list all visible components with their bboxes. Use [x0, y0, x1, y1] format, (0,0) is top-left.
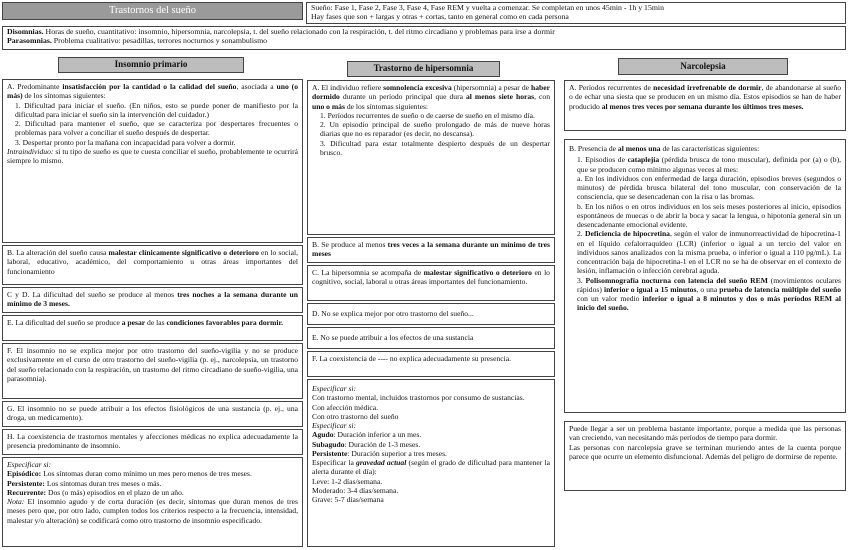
- hiper-grav-pre: Especificar la: [312, 458, 357, 467]
- hipersomnia-criterion-e: [307, 327, 555, 349]
- insomnio-cd-bold: tres noches a la semana durante un mínimo de 3 meses.: [7, 290, 298, 309]
- insomnio-spec-recurrente: [7, 488, 298, 497]
- narco-b3-bold3: prueba de latencia múltiple del sueño: [719, 284, 841, 294]
- parasomnias-label: Parasomnias.: [7, 35, 52, 45]
- narco-b-pre: B. Presencia de: [569, 144, 618, 153]
- hipersomnia-criterion-b: [307, 237, 555, 263]
- insomnio-criterion-cd: [2, 287, 303, 313]
- hiper-spec-title-text: Especificar si:: [312, 384, 357, 393]
- hiper-a-post: de los síntomas siguientes:: [344, 101, 429, 111]
- insomnio-spec1-text: Los síntomas duran como mínimo un mes pero menos de tres meses.: [41, 469, 252, 479]
- hipersomnia-criterion-d: [307, 303, 555, 325]
- narco-b1b: b. En los niños o en otros individuos en los seis meses posteriores al inicio, episodios espontáneos de muecas o de abrir la boca y sacar la lengua, o hipotonía general sin un desencadenante emocional evidente.: [577, 201, 841, 229]
- narcolepsia-notes: [564, 421, 846, 491]
- hiper-spec-c: Con otro trastorno del sueño: [312, 411, 399, 421]
- hiper-spec-a: Con trastorno mental, incluidos trastornos por consumo de sustancias.: [312, 393, 525, 403]
- hipersomnia-a-symptom-2: 2. Un episodio principal de sueño prolongado de más de nueve horas diarias que no es reparador (es decir, no descansa).: [320, 120, 550, 139]
- hiper-spec-b: Con afección médica.: [312, 402, 378, 412]
- hiper-b-pre: B. Se produce al menos: [312, 240, 388, 249]
- insomnio-header: [58, 57, 244, 73]
- hipersomnia-a-symptom-3: 3. Dificultad para estar totalmente despierto después de un despertar brusco.: [320, 138, 550, 157]
- insomnio-e-mid: de las: [145, 318, 167, 327]
- narcolepsia-header: [618, 58, 788, 75]
- hiper-spec2-title-text: Especificar si:: [312, 421, 357, 430]
- hipersomnia-a-symptom-1: 1. Períodos recurrentes de sueño o de caerse de sueño en el mismo día.: [320, 110, 535, 120]
- hiper-c-pre: C. La hipersomnia se acompaña de: [312, 268, 424, 277]
- hiper-spec-subagudo: [312, 440, 550, 449]
- hiper-f-text: F. La coexistencia de ---- no explica adecuadamente su presencia.: [312, 354, 512, 363]
- insomnio-e-bold: a pesar: [121, 318, 146, 327]
- insomnio-header-text: Insomnio primario: [114, 59, 188, 69]
- hiper-persistente-label: Persistente: [312, 448, 348, 458]
- sleep-phases-note: [306, 2, 846, 24]
- hiper-subagudo-text: : Duración de 1-3 meses.: [344, 439, 421, 449]
- hiper-a-mid3: , con: [534, 92, 550, 102]
- narco-b3: [569, 276, 841, 313]
- insomnio-f-text: F. El insomnio no se explica mejor por otro trastorno del sueño-vigilia y no se produce exclusivamente en el curso de otro trastorno del sueño-vigilia (p. ej., narcolepsia, un trastorno del sueño relacionado con la respiración, un trastorno del ritmo circadiano de sueño-vigilia, una parasomnia).: [7, 346, 298, 383]
- hiper-grav-label: gravedad actual: [356, 458, 407, 467]
- narco-a-bold: necesidad irrefrenable de dormir: [653, 83, 762, 92]
- insomnio-criterion-b: [2, 245, 303, 285]
- insomnio-cd-text: [7, 290, 298, 309]
- narco-a-mid: , de abandonarse al sueño o de echar una siesta que se producen en un mismo día. Estos episodios se han de haber producido: [569, 83, 841, 111]
- narco-b1-post: (pérdida brusca de tono muscular), definida por (a) o (b), que se producen como mínimo algunas veces al mes:: [577, 155, 842, 174]
- hiper-a-bold: somnolencia excesiva: [383, 83, 452, 92]
- hiper-c-text: [312, 268, 550, 287]
- insomnio-cd-pre: C y D. La dificultad del sueño se produce al menos: [7, 290, 178, 299]
- hiper-subagudo-label: Subagudo: [312, 439, 345, 449]
- hiper-a-bold4: uno o más: [312, 101, 345, 111]
- insomnio-specifiers: [2, 457, 303, 547]
- hipersomnia-header-text: Trastorno de hipersomnia: [373, 63, 474, 73]
- narco-b3-mid3: con un valor medio: [577, 294, 643, 303]
- narcolepsia-header-text: Narcolepsia: [680, 61, 726, 71]
- insomnio-spec-persistente: [7, 479, 298, 488]
- hiper-spec-title: [312, 384, 550, 393]
- narco-a-bold2: al menos tres veces por semana durante los últimos tres meses.: [601, 101, 804, 111]
- narco-b-post: de las características siguientes:: [660, 144, 760, 153]
- insomnio-h-text: H. La coexistencia de trastornos mentales y afecciones médicas no explica adecuadamente la presencia predominante de insomnio.: [7, 432, 298, 451]
- narco-a-pre: A. Períodos recurrentes de: [569, 83, 654, 92]
- hipersomnia-criterion-f: [307, 351, 555, 377]
- hipersomnia-header: [347, 61, 500, 77]
- insomnio-a-bold: insatisfacción por la cantidad o la calidad del sueño: [62, 82, 237, 91]
- hiper-a-mid2: durante un período principal que dura: [339, 92, 466, 102]
- insomnio-e-bold2: condiciones favorables para dormir.: [166, 318, 284, 327]
- hiper-persistente-text: : Duración superior a tres meses.: [347, 448, 447, 458]
- hiper-a-mid: (hipersomnia) a pesar de: [451, 83, 532, 92]
- insomnio-criterion-h: [2, 429, 303, 455]
- narco-b-bold: al menos una: [617, 144, 661, 153]
- narco-b3-pre: 3.: [577, 275, 586, 285]
- narco-b1: [569, 155, 841, 174]
- insomnio-nota-label: Nota:: [7, 497, 25, 506]
- insomnio-spec-title: [7, 460, 298, 469]
- hiper-a-bold2: haber dormido: [312, 83, 550, 102]
- definitions-box: [2, 26, 846, 50]
- insomnio-a-bold2: uno (o más): [7, 82, 299, 101]
- narcolepsia-criterion-b: [564, 139, 846, 413]
- insomnio-b-post: en lo social, laboral, educativo, académico, del comportamiento u otras áreas importantes del funcionamiento: [7, 248, 298, 276]
- page-title-text: Trastornos del sueño: [108, 5, 197, 16]
- narco-b3-bold4: inferior o igual a 8 minutos y dos o más períodos REM al inicio del sueño.: [577, 294, 841, 313]
- insomnio-g-text: G. El insomnio no se puede atribuir a los efectos fisiológicos de una sustancia (p. ej., una droga, un medicamento).: [7, 404, 298, 423]
- hiper-leve: Leve: 1-2 días/semana.: [312, 476, 383, 486]
- narco-note-1: Puede llegar a ser un problema bastante importante, porque a medida que las personas van creciendo, van necesitando más períodos de tiempo para dormir.: [569, 424, 841, 443]
- insomnio-spec2-label: Persistente:: [7, 478, 45, 488]
- narco-b1-pre: 1. Episodios de: [577, 155, 628, 165]
- sleep-phases-line-1: Sueño: Fase 1, Fase 2, Fase 3, Fase 4, Fase REM y vuelta a comenzar. Se completan en unos 45min - 1h y 15min: [311, 3, 664, 12]
- hiper-agudo-label: Agudo: [312, 430, 334, 440]
- narco-b2-post: , según el valor de inmunorreactividad de hipocretina-1 en el líquido cefalorraquídeo (LCR) (inferior o igual a un tercio del valor en individuos sanos analizados con la misma prueba, o inferior o igual a 110 pg/mL). La concentración baja de hipocretina-1 en el LCR no se ha de observar en el contexto de lesión, inflamación o infección cerebral aguda.: [577, 229, 841, 276]
- narco-b3-bold2: inferior o igual a 15 minutos: [603, 284, 697, 294]
- disomnias-text: Horas de sueño, cuantitativo: insomnio, hipersomnia, narcolepsia, t. del sueño relacionado con la respiración, t. del ritmo circadiano y problemas para irse a dormir: [43, 27, 555, 36]
- insomnio-a-symptom-1: 1. Dificultad para iniciar el sueño. (En niños, esto se puede poner de manifiesto por la dificultad para iniciar el sueño sin la intervención del cuidador.): [15, 100, 298, 119]
- hiper-grav-post: (según el grado de dificultad para mantener la alerta durante el día):: [312, 458, 550, 477]
- narco-b1a: a. En los individuos con enfermedad de larga duración, episodios breves (segundos o minutos) de pérdida brusca bilateral del tono muscular, con conservación de la consciencia, que se desencadenan con la risa o las bromas.: [577, 173, 841, 202]
- hiper-agudo-text: : Duración inferior a un mes.: [333, 430, 422, 440]
- insomnio-a-symptom-2: 2. Dificultad para mantener el sueño, que se caracteriza por despertares frecuentes o problemas para volver a conciliar el sueño después de despertar.: [15, 119, 298, 138]
- insomnio-criterion-f: [2, 343, 303, 399]
- sleep-phases-line-2: Hay fases que son + largas y otras + cortas, tanto en general como en cada persona: [311, 11, 569, 21]
- insomnio-criterion-a: [2, 79, 303, 243]
- hiper-c-bold: malestar significativo o deterioro: [423, 268, 532, 277]
- insomnio-spec1-label: Episódico:: [7, 469, 42, 479]
- insomnio-criterion-g: [2, 401, 303, 427]
- insomnio-a-post: de los síntomas siguientes:: [22, 91, 106, 101]
- insomnio-spec2-text: Los síntomas duran tres meses o más.: [44, 478, 162, 488]
- hiper-spec2-title: [312, 421, 550, 430]
- hiper-b-text: [312, 240, 550, 259]
- narco-a-text: [569, 83, 841, 111]
- parasomnias-text: Problema cualitativo: pesadillas, terrores nocturnos y sonambulismo: [51, 35, 268, 45]
- narco-b2: [569, 229, 841, 275]
- insomnio-b-bold: malestar clínicamente significativo o deterioro: [108, 248, 259, 257]
- insomnio-criterion-e: [2, 315, 303, 341]
- insomnio-spec-title-text: Especificar si:: [7, 460, 52, 469]
- insomnio-a-note-text: si tu tipo de sueño es que te cuesta conciliar el sueño, probablemente te ocurrirá siempre lo mismo.: [7, 146, 298, 165]
- hipersomnia-criterion-a: [307, 80, 555, 235]
- insomnio-e-text: [7, 318, 298, 327]
- hiper-c-post: en lo cognitivo, social, laboral u otras áreas importantes del funcionamiento.: [312, 268, 550, 287]
- parasomnias-definition: [7, 37, 841, 46]
- insomnio-a-intro: [7, 82, 298, 101]
- hiper-spec-agudo: [312, 430, 550, 439]
- hiper-b-bold: tres veces a la semana durante un mínimo de tres meses: [312, 240, 550, 259]
- hiper-gravedad: [312, 458, 550, 477]
- insomnio-a-note-label: Intraindividuo:: [7, 146, 54, 156]
- narco-note-2: Las personas con narcolepsia grave se terminan muriendo antes de la cuenta porque parece que ocurre un elemento disfuncional. Además del peligro de dormirse de repente.: [569, 442, 841, 461]
- insomnio-e-pre: E. La dificultad del sueño se produce: [7, 318, 122, 327]
- hiper-spec-persistente: [312, 449, 550, 458]
- hiper-grave: Grave: 5-7 días/semana: [312, 495, 384, 504]
- hipersomnia-specifiers: [307, 379, 555, 547]
- insomnio-nota: [7, 497, 298, 525]
- narco-b2-pre: 2.: [577, 229, 585, 239]
- hiper-a-bold3: al menos siete horas: [466, 92, 535, 102]
- hiper-a-pre: A. El individuo refiere: [312, 83, 384, 92]
- insomnio-a-note: [7, 147, 298, 166]
- hiper-e-text: E. No se puede atribuir a los efectos de una sustancia: [312, 333, 474, 342]
- hipersomnia-criterion-c: [307, 265, 555, 301]
- insomnio-nota-text: El insomnio agudo y de corta duración (es decir, síntomas que duran menos de tres meses pero que, por otro lado, cumplen todos los criterios respecto a la frecuencia, intensidad, malestar y/o alteración) se codificará como otro trastorno de insomnio especificado.: [7, 497, 298, 525]
- insomnio-spec-episodico: [7, 469, 298, 478]
- narco-b-intro: [569, 144, 841, 153]
- insomnio-spec3-label: Recurrente:: [7, 487, 47, 497]
- narco-b3-bold: Polisomnografía nocturna con latencia del sueño REM: [585, 275, 768, 285]
- page-title: [2, 2, 303, 20]
- hiper-d-text: D. No se explica mejor por otro trastorno del sueño...: [312, 309, 474, 318]
- narcolepsia-criterion-a: [564, 80, 846, 131]
- hiper-moderado: Moderado: 3-4 días/semana.: [312, 485, 399, 495]
- disomnias-label: Disomnias.: [7, 27, 44, 36]
- insomnio-b-pre: B. La alteración del sueño causa: [7, 248, 109, 257]
- narco-b3-mid: (movimientos oculares rápidos): [577, 275, 842, 294]
- narco-b3-mid2: , o una: [696, 284, 720, 294]
- insomnio-b-text: [7, 248, 298, 276]
- insomnio-a-mid: , asociada a: [236, 82, 277, 91]
- narco-b1-bold: cataplejía: [627, 155, 660, 165]
- insomnio-spec3-text: Dos (o más) episodios en el plazo de un año.: [46, 487, 184, 497]
- insomnio-a-symptom-3: 3. Despertar pronto por la mañana con incapacidad para volver a dormir.: [15, 137, 236, 147]
- narco-b2-bold: Deficiencia de hipocretina: [584, 229, 670, 239]
- insomnio-a-pre: A. Predominante: [7, 82, 63, 91]
- hipersomnia-a-intro: [312, 83, 550, 111]
